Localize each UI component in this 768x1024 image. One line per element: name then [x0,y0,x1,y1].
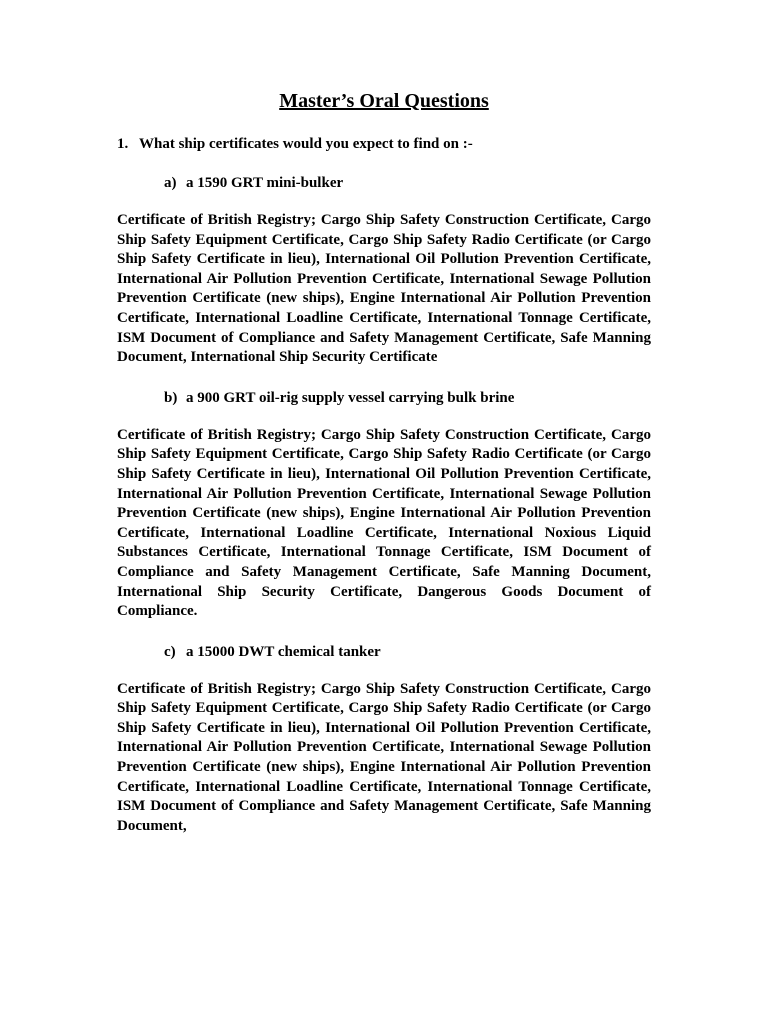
subquestion-c [164,642,651,662]
subquestion-letter: a) [164,175,177,191]
answer-a: Certificate of British Registry; Cargo Ship Safety Construction Certificate, Cargo Ship Safety Equipment Certificate, Cargo Ship Safety Radio Certificate (or Cargo Ship Safety Certificate in lieu), International Oil Pollution Prevention Certificate, International Air Pollution Prevention Certificate, International Sewage Pollution Prevention Certificate (new ships), Engine International Air Pollution Prevention Certificate, International Loadline Certificate, International Tonnage Certificate, ISM Document of Compliance and Safety Management Certificate, Safe Manning Document, International Ship Security Certificate [117,212,651,366]
subquestion-a [164,173,651,193]
subquestion-b [164,388,651,408]
question-number: 1. [117,136,129,152]
document-page [117,88,651,856]
document-title: Master’s Oral Questions [279,90,489,112]
subquestion-letter: b) [164,389,178,406]
question-1 [117,134,651,154]
subquestion-text: a 1590 GRT mini-bulker [186,175,344,191]
subquestion-text: a 15000 DWT chemical tanker [186,643,381,660]
subquestion-text: a 900 GRT oil-rig supply vessel carrying bulk brine [186,389,515,406]
subquestion-letter: c) [164,643,176,660]
answer-c: Certificate of British Registry; Cargo Ship Safety Construction Certificate, Cargo Ship Safety Equipment Certificate, Cargo Ship Safety Radio Certificate (or Cargo Ship Safety Certificate in lieu), International Oil Pollution Prevention Certificate, International Air Pollution Prevention Certificate, International Sewage Pollution Prevention Certificate (new ships), Engine International Air Pollution Prevention Certificate, International Loadline Certificate, International Tonnage Certificate, ISM Document of Compliance and Safety Management Certificate, Safe Manning Document, [117,680,651,834]
answer-b: Certificate of British Registry; Cargo Ship Safety Construction Certificate, Cargo Ship Safety Equipment Certificate, Cargo Ship Safety Radio Certificate (or Cargo Ship Safety Certificate in lieu), International Oil Pollution Prevention Certificate, International Air Pollution Prevention Certificate, International Sewage Pollution Prevention Certificate (new ships), Engine International Air Pollution Prevention Certificate, International Loadline Certificate, International Noxious Liquid Substances Certificate, International Tonnage Certificate, ISM Document of Compliance and Safety Management Certificate, Safe Manning Document, International Ship Security Certificate, Dangerous Goods Document of Compliance. [117,426,651,620]
question-text: What ship certificates would you expect to find on :- [139,136,473,152]
